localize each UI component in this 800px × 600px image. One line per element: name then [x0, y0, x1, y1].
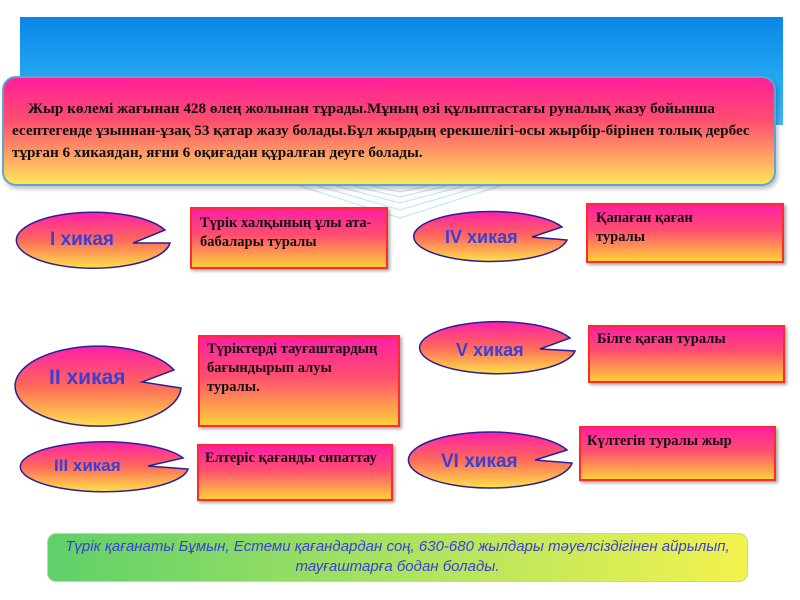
story-desc-1: Түрік халқының ұлы ата-бабалары туралы	[200, 215, 372, 250]
story-label-3: III хикая	[54, 456, 121, 475]
story-label-1: I хикая	[50, 229, 114, 250]
footer-text: Түрік қағанаты Бұмын, Естеми қағандардан соң, 630-680 жылдары тәуелсіздігінен айрылып, тауғаштарға бодан болады.	[65, 538, 730, 575]
story-label-5: V хикая	[456, 340, 524, 360]
story-oval-5	[418, 322, 580, 378]
story-label-6: VI хикая	[441, 451, 518, 472]
story-desc-5: Білге қаған туралы	[597, 331, 726, 347]
story-oval-1	[15, 212, 175, 272]
story-desc-3: Елтеріс қағанды сипаттау	[205, 450, 377, 466]
story-desc-6: Күлтегін туралы жыр	[587, 433, 732, 449]
story-oval-4	[412, 212, 572, 267]
intro-text: Жыр көлемі жағынан 428 өлең жолынан тұрады.Мұның өзі құлыптастағы руналық жазу бойынша есептегенде ұзыннан-ұзақ 53 қатар жазу болады.Бұл жырдың ерекшелігі-осы жырбір-бірінен толық дербес тұрған 6 хикаядан, яғни 6 оқиғадан құралған деуге болады.	[12, 100, 750, 161]
story-oval-2	[14, 344, 186, 429]
story-label-2: II хикая	[49, 366, 126, 389]
story-oval-6	[407, 432, 577, 492]
story-oval-3	[18, 440, 193, 495]
story-label-4: IV хикая	[445, 227, 518, 247]
story-desc-4: Қапаған қаған туралы	[596, 210, 693, 245]
story-desc-2: Түріктерді тауғаштардың бағындырып алуы туралы.	[207, 341, 378, 395]
